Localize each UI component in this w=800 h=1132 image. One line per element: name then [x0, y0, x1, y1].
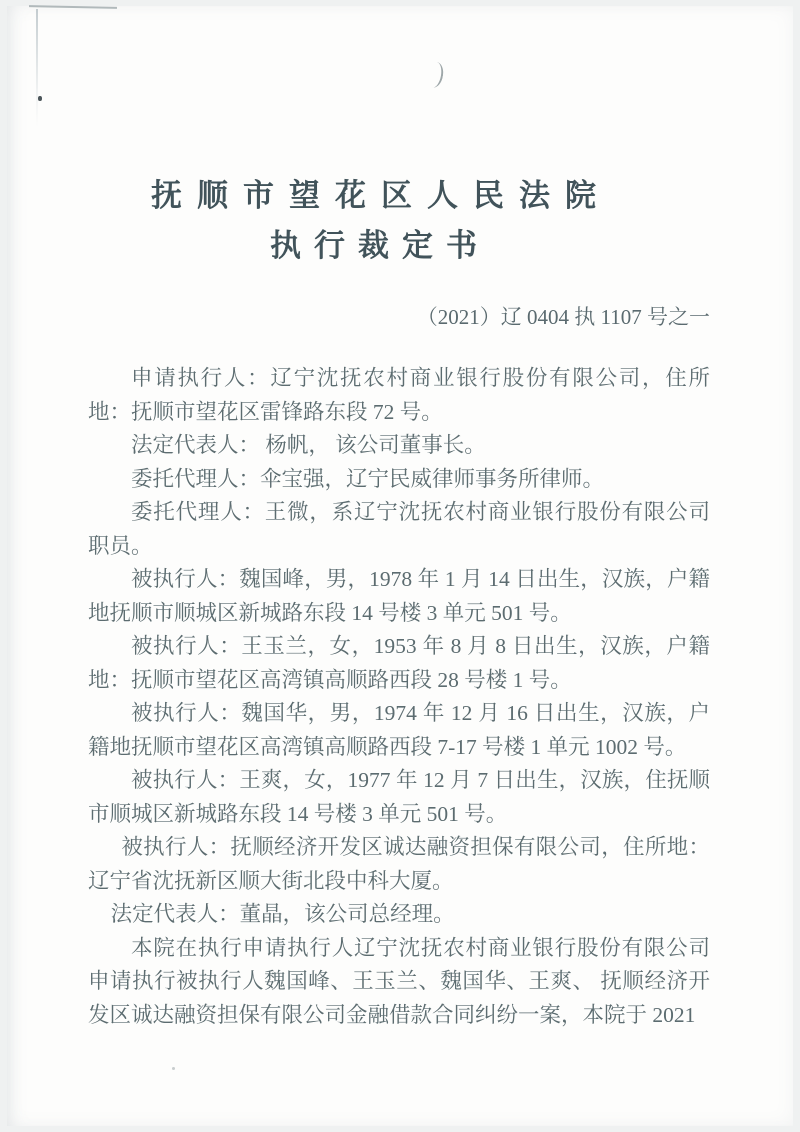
paragraph-attorney-1: 委托代理人：伞宝强，辽宁民威律师事务所律师。 [131, 466, 605, 491]
document-body [88, 362, 710, 1032]
scan-speck-faint-artifact [172, 1067, 175, 1070]
scan-speck-artifact [38, 96, 42, 101]
document-content [88, 6, 710, 1032]
document-page [7, 6, 793, 1126]
paragraph-applicant: 申请执行人：辽宁沈抚农村商业银行股份有限公司，住所地：抚顺市望花区雷锋路东段 72 号。 [88, 366, 710, 424]
paragraph-respondent-4: 被执行人：王爽，女，1977 年 12 月 7 日出生，汉族，住抚顺市顺城区新城路东段 14 号楼 3 单元 501 号。 [88, 768, 710, 826]
paper-fold-line-artifact [36, 9, 38, 127]
paragraph-respondent-3: 被执行人：魏国华，男，1974 年 12 月 16 日出生，汉族，户籍地抚顺市望花区高湾镇高顺路西段 7-17 号楼 1 单元 1002 号。 [88, 701, 710, 759]
paragraph-legal-representative: 法定代表人： 杨帆， 该公司董事长。 [131, 433, 486, 457]
court-name-title: 抚顺市望花区人民法院 [151, 178, 611, 213]
paragraph-attorney-2: 委托代理人：王微，系辽宁沈抚农村商业银行股份有限公司职员。 [88, 500, 710, 558]
paragraph-respondent-5: 被执行人：抚顺经济开发区诚达融资担保有限公司，住所地：辽宁省沈抚新区顺大街北段中科大厦。 [88, 835, 710, 893]
paragraph-case-summary: 本院在执行申请执行人辽宁沈抚农村商业银行股份有限公司申请执行被执行人魏国峰、王玉兰、魏国华、王爽、 抚顺经济开发区诚达融资担保有限公司金融借款合同纠纷一案，本院于 2021 [88, 935, 710, 1027]
document-type-title: 执行裁定书 [270, 228, 490, 263]
paragraph-respondent-1: 被执行人：魏国峰，男，1978 年 1 月 14 日出生，汉族，户籍地抚顺市顺城区新城路东段 14 号楼 3 单元 501 号。 [88, 567, 710, 625]
paragraph-respondent-2: 被执行人：王玉兰，女，1953 年 8 月 8 日出生，汉族，户籍地：抚顺市望花区高湾镇高顺路西段 28 号楼 1 号。 [88, 634, 710, 692]
case-number: （2021）辽 0404 执 1107 号之一 [416, 305, 710, 329]
paragraph-legal-representative-2: 法定代表人：董晶，该公司总经理。 [110, 902, 455, 926]
